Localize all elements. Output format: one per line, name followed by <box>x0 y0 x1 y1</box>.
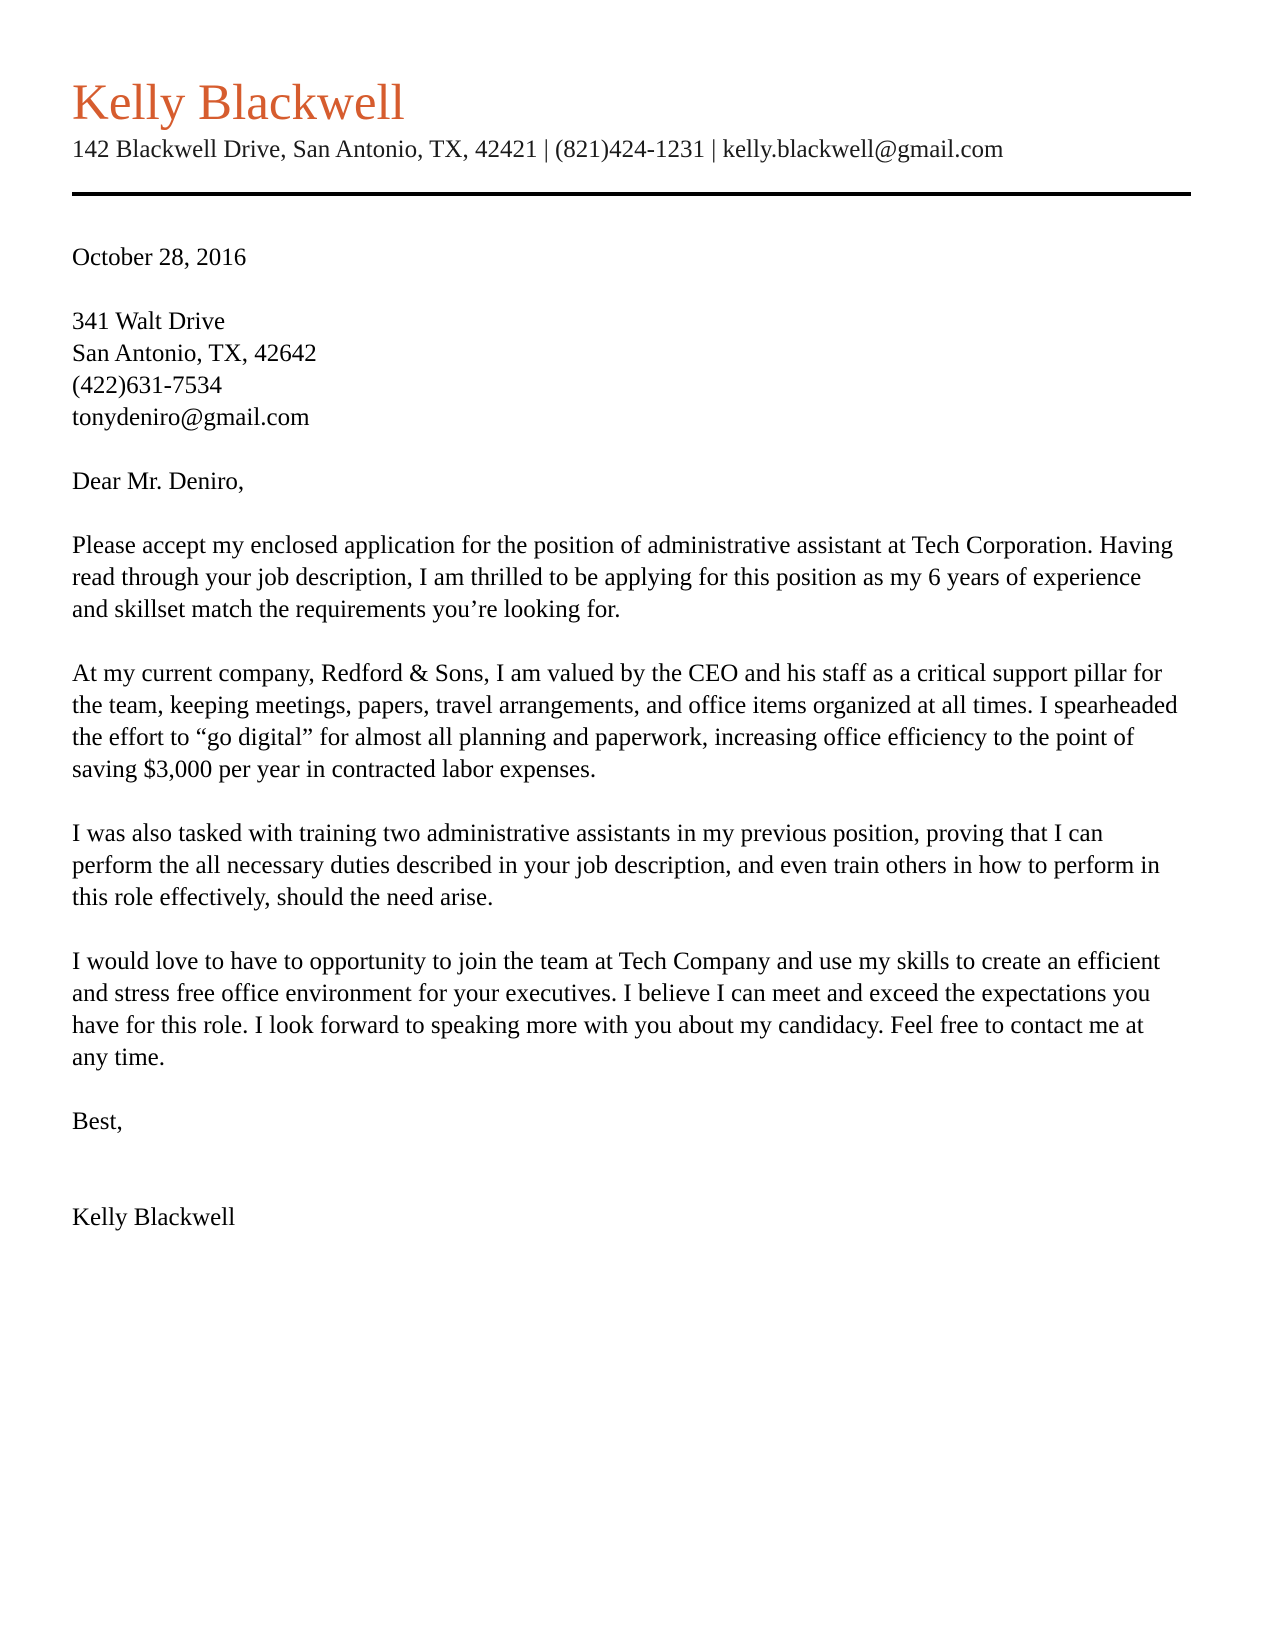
sender-name: Kelly Blackwell <box>72 75 405 131</box>
signature-name: Kelly Blackwell <box>72 1204 236 1231</box>
letter-date: October 28, 2016 <box>72 244 247 271</box>
salutation: Dear Mr. Deniro, <box>72 468 245 495</box>
recipient-phone: (422)631-7534 <box>72 372 222 399</box>
recipient-email: tonydeniro@gmail.com <box>72 404 310 431</box>
recipient-block <box>72 306 1191 434</box>
recipient-address-line-1: 341 Walt Drive <box>72 308 226 335</box>
sender-contact-line: 142 Blackwell Drive, San Antonio, TX, 42421 | (821)424-1231 | kelly.blackwell@gmail.com <box>72 136 1004 163</box>
letter-body <box>72 242 1191 1234</box>
header-divider <box>72 192 1191 196</box>
body-paragraph-2: At my current company, Redford & Sons, I am valued by the CEO and his staff as a critical support pillar for the team, keeping meetings, papers, travel arrangements, and office items organized at all times. I spearheaded the effort to “go digital” for almost all planning and paperwork, increasing office efficiency to the point of saving $3,000 per year in contracted labor expenses. <box>72 660 1178 783</box>
letter-header <box>72 76 1191 196</box>
body-paragraph-1: Please accept my enclosed application for the position of administrative assistant at Tech Corporation. Having read through your job description, I am thrilled to be applying for this position as my 6 years of experience and skillset match the requirements you’re looking for. <box>72 532 1173 623</box>
body-paragraph-4: I would love to have to opportunity to join the team at Tech Company and use my skills to create an efficient and stress free office environment for your executives. I believe I can meet and exceed the expectations you have for this role. I look forward to speaking more with you about my candidacy. Feel free to contact me at any time. <box>72 948 1161 1071</box>
body-paragraph-3: I was also tasked with training two administrative assistants in my previous position, proving that I can perform the all necessary duties described in your job description, and even train others in how to perform in this role effectively, should the need arise. <box>72 820 1160 911</box>
recipient-address-line-2: San Antonio, TX, 42642 <box>72 340 317 367</box>
closing: Best, <box>72 1108 123 1135</box>
